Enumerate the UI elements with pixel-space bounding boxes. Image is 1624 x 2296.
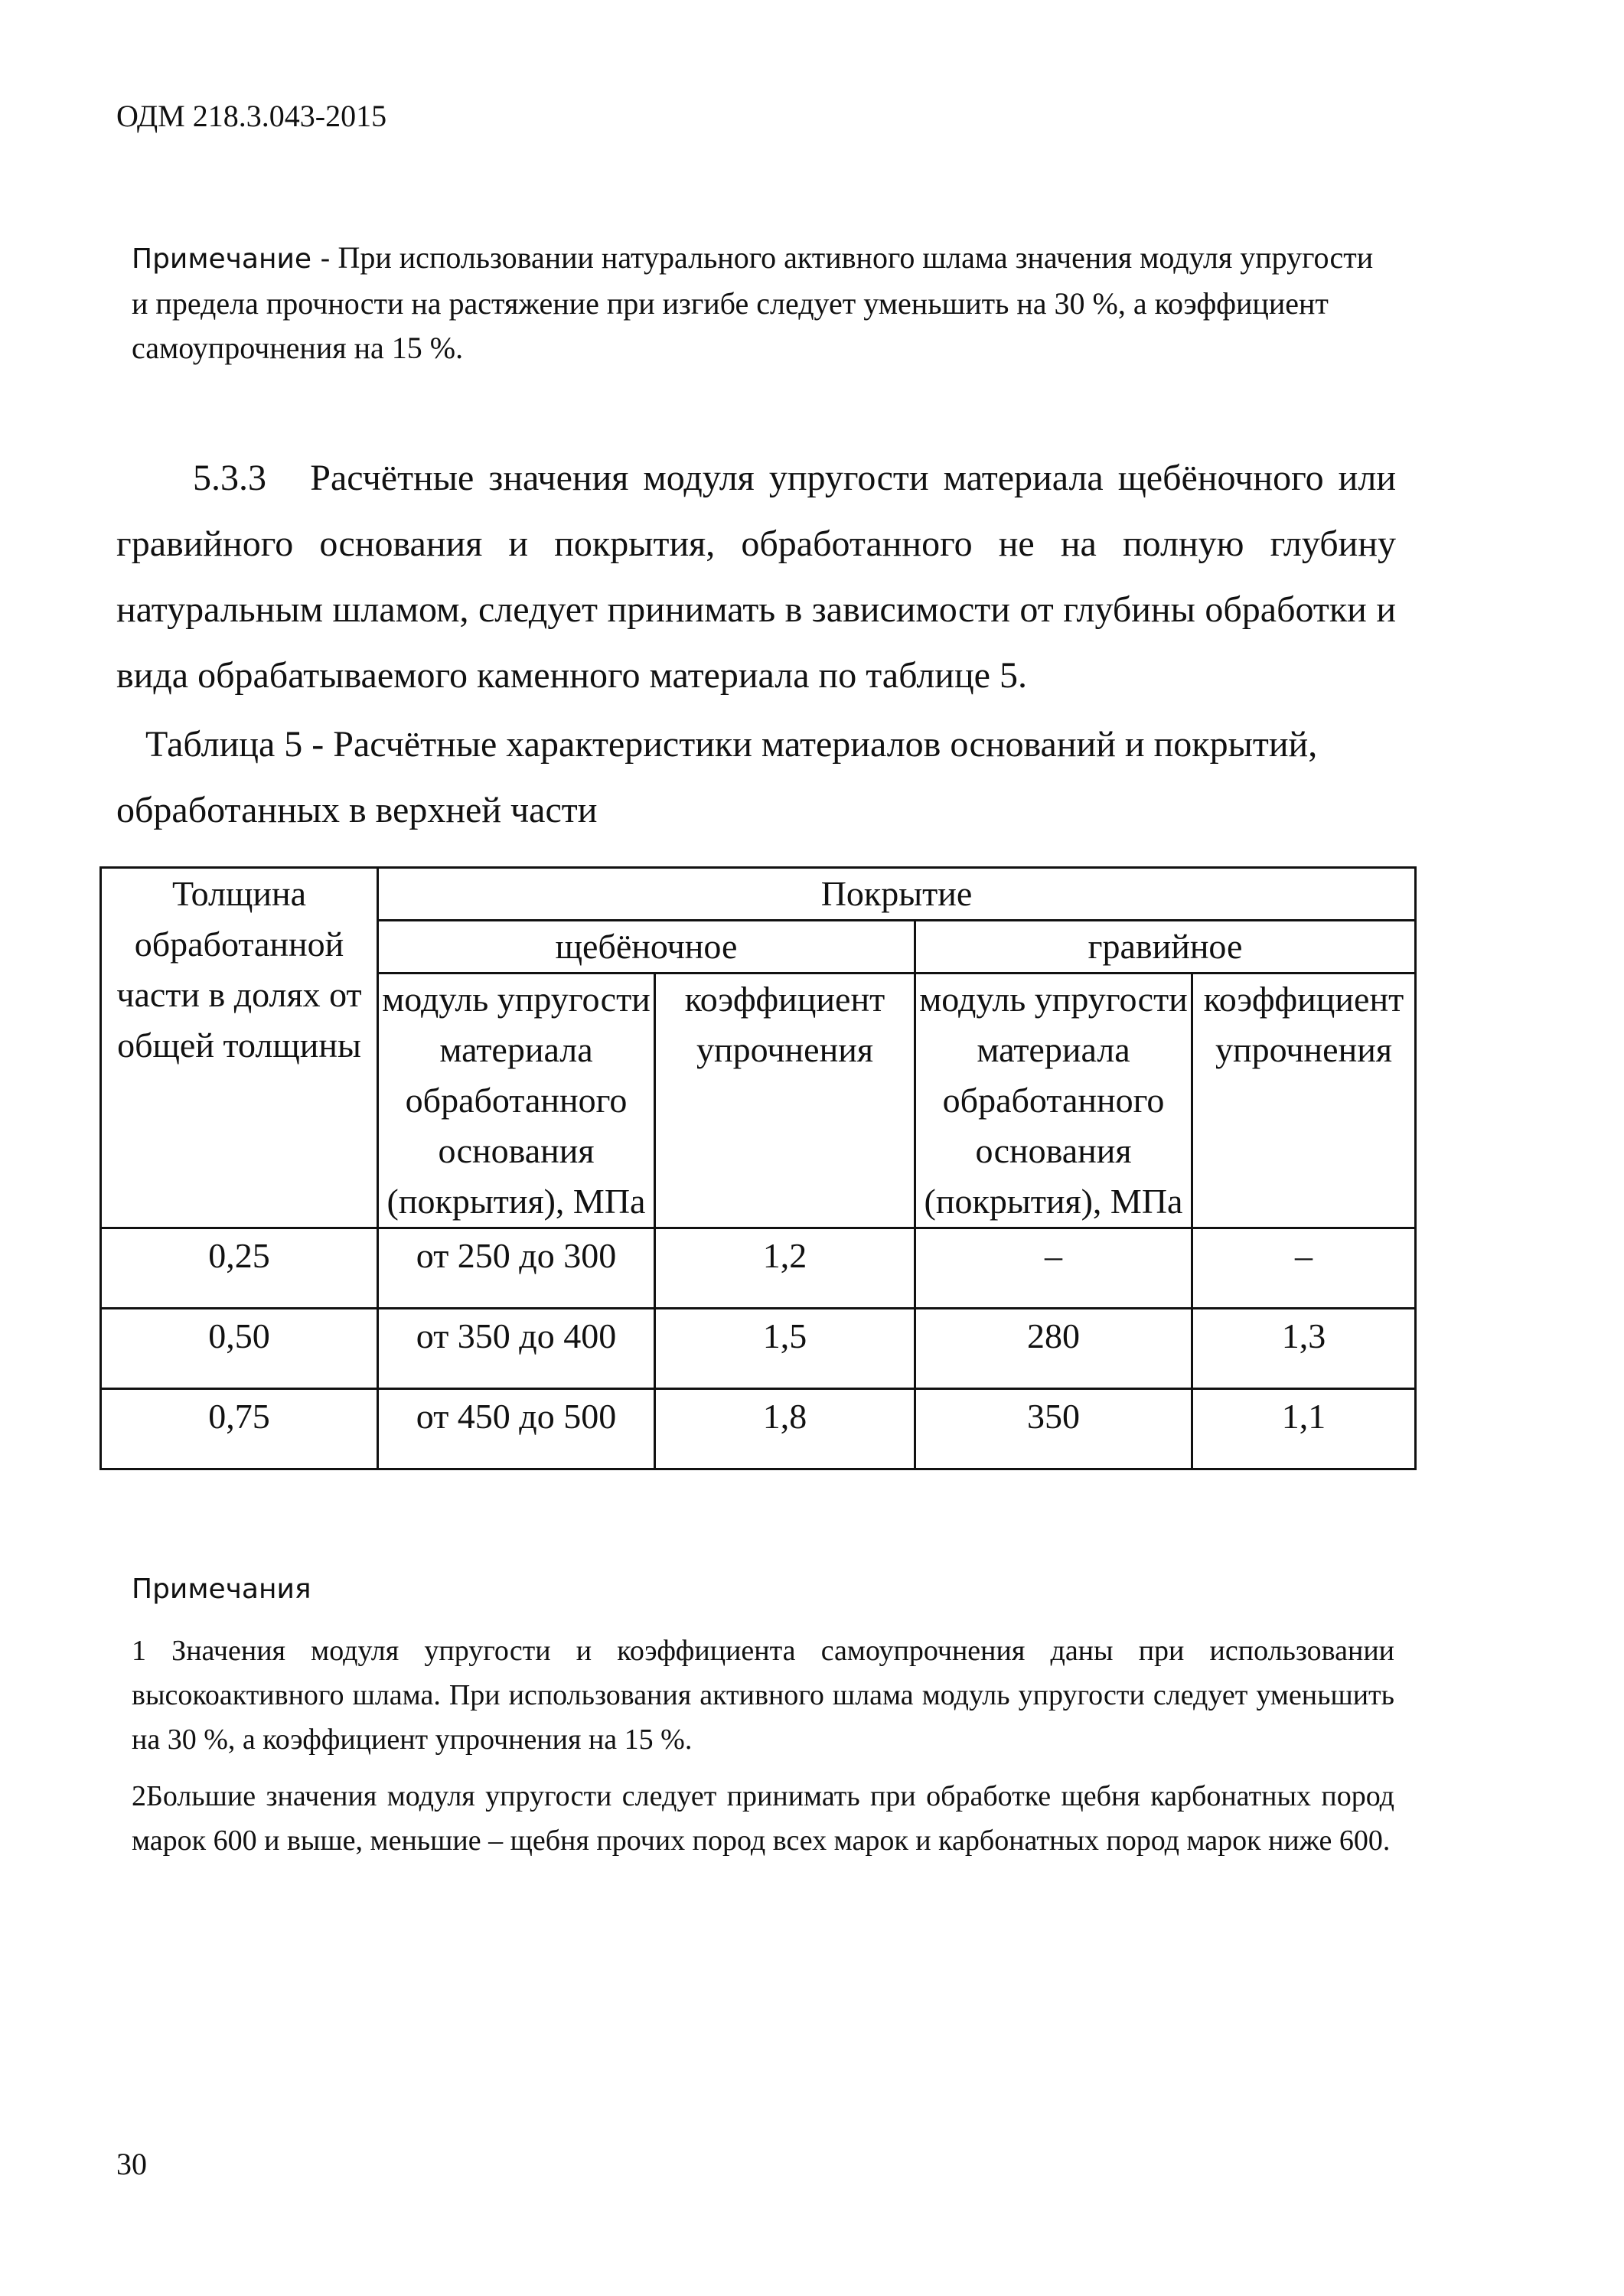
gravel-modulus-header: модуль упругости материала обработанного основания (покрытия), МПа	[915, 974, 1192, 1228]
top-note-label: Примечание -	[132, 243, 331, 275]
gravel-header: гравийное	[915, 921, 1416, 974]
crushed-modulus-header: модуль упругости материала обработанного основания (покрытия), МПа	[378, 974, 655, 1228]
gravel-modulus-cell: –	[915, 1228, 1192, 1309]
table-caption	[116, 712, 1401, 843]
gravel-coef-cell: 1,1	[1192, 1389, 1416, 1469]
table-row	[101, 1389, 1416, 1469]
section-text: Расчётные значения модуля упругости материала щебёночного или гравийного основания и покрытия, обработанного не на полную глубину натуральным шламом, следует принимать в зависимости от глубины обработки и вида обрабатываемого каменного материала по таблице 5.	[116, 458, 1397, 696]
gravel-modulus-cell: 280	[915, 1309, 1192, 1389]
notes-title: Примечания	[132, 1574, 311, 1605]
thickness-cell: 0,25	[101, 1228, 378, 1309]
top-note-text: При использовании натурального активного шлама значения модуля упругости и предела прочности на растяжение при изгибе следует уменьшить на 30 %, а коэффициент самоупрочнения на 15 %.	[132, 240, 1374, 365]
table-header-row-1	[101, 868, 1416, 921]
coating-header: Покрытие	[378, 868, 1416, 921]
table-row	[101, 1309, 1416, 1389]
gravel-coef-cell: –	[1192, 1228, 1416, 1309]
crushed-stone-header: щебёночное	[378, 921, 915, 974]
document-code: ОДМ 218.3.043-2015	[116, 99, 387, 133]
section-paragraph	[116, 445, 1396, 709]
gravel-coef-header: коэффициент упрочнения	[1192, 974, 1416, 1228]
thickness-header: Толщина обработанной части в долях от общей толщины	[101, 868, 378, 1228]
crushed-modulus-cell: от 350 до 400	[378, 1309, 655, 1389]
thickness-cell: 0,75	[101, 1389, 378, 1469]
crushed-coef-header: коэффициент упрочнения	[655, 974, 915, 1228]
crushed-modulus-cell: от 250 до 300	[378, 1228, 655, 1309]
table-5	[99, 866, 1417, 1470]
table-row	[101, 1228, 1416, 1309]
gravel-coef-cell: 1,3	[1192, 1309, 1416, 1389]
gravel-modulus-cell: 350	[915, 1389, 1192, 1469]
crushed-coef-cell: 1,5	[655, 1309, 915, 1389]
crushed-coef-cell: 1,8	[655, 1389, 915, 1469]
note-1: 1 Значения модуля упругости и коэффициента самоупрочнения даны при использовании высокоактивного шлама. При использования активного шлама модуль упругости следует уменьшить на 30 %, а коэффициент упрочнения на 15 %.	[132, 1635, 1394, 1756]
note-2: 2Большие значения модуля упругости следует принимать при обработке щебня карбонатных пород марок 600 и выше, меньшие – щебня прочих пород всех марок и карбонатных пород марок ниже 600.	[132, 1780, 1394, 1857]
table-caption-line1: Таблица 5 - Расчётные характеристики материалов оснований и покрытий,	[145, 724, 1318, 765]
page-number: 30	[116, 2147, 147, 2181]
table-caption-line2: обработанных в верхней части	[116, 790, 598, 830]
section-number: 5.3.3	[193, 458, 266, 498]
crushed-coef-cell: 1,2	[655, 1228, 915, 1309]
top-note	[132, 236, 1387, 370]
crushed-modulus-cell: от 450 до 500	[378, 1389, 655, 1469]
thickness-cell: 0,50	[101, 1309, 378, 1389]
